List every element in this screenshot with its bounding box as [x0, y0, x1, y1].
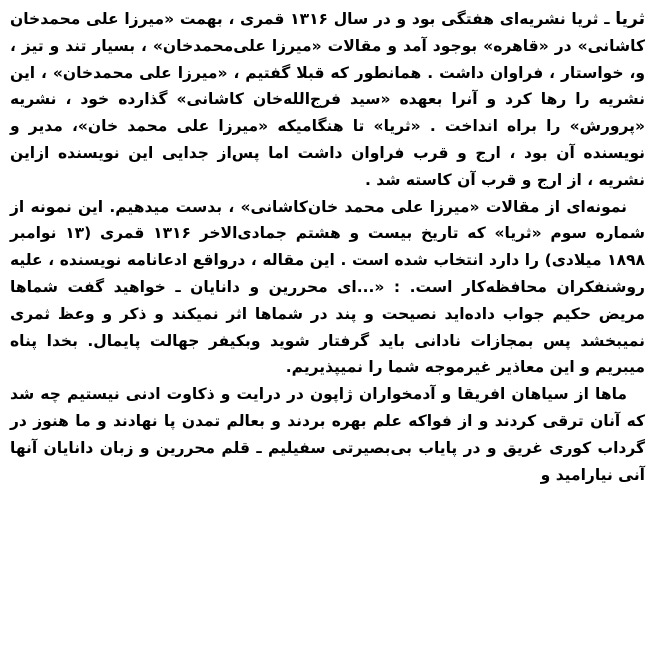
paragraph-text: ماها از سیاهان افریقا و آدمخواران ژاپون در درایت و ذکاوت ادنی نیستیم چه شد که آنان ترقی کردند و از فواکه علم بهره بردند و بعالم تمدن پا نهادند و ما هنوز در گرداب کوری غریق و در پایاب بی‌بصیرتی سفیلیم ـ قلم محررین و زبان دانایان آنها آنی نیارامید و: [10, 385, 645, 484]
paragraph-soraya-intro: [10, 6, 645, 194]
paragraph-text: نمونه‌ای از مقالات «میرزا علی محمد خان‌کاشانی» ، بدست میدهیم. این نمونه از شماره سوم «ثریا» که تاریخ بیست و هشتم جمادی‌الاخر ۱۳۱۶ قمری (۱۳ نوامبر ۱۸۹۸ میلادی) را دارد انتخاب شده است . این مقاله ، درواقع ادعانامه نویسنده ، علیه روشنفکران محافظه‌کار است. : «...ای محررین و دانایان ـ خواهید گفت شماها مریض حکیم جواب داده‌اید نصیحت و پند در شماها اثر نمیکند و ذکر و وعظ ثمری نمیبخشد پس بمجازات نادانی باید گرفتار شوید وبکیفر جهالت پایمال. بخدا پناه میبریم و این معاذیر غیرموجه شما را نمیپذیریم.: [10, 197, 645, 377]
paragraph-text: ـ ثریا نشریه‌ای هفتگی بود و در سال ۱۳۱۶ قمری ، بهمت «میرزا علی محمدخان کاشانی» در «قاهره» بوجود آمد و مقالات «میرزا علی‌محمدخان» ، بسیار تند و تیز ، و، خواستار ، فراوان داشت . همانطور که قبلا گفتیم ، «میرزا علی محمدخان» ، این نشریه را رها کرد و آنرا بعهده «سید فرج‌الله‌خان کاشانی» گذارده خود ، نشریه «پرورش» را براه انداخت . «ثریا» تا هنگامیکه «میرزا علی محمد خان»، مدیر و نویسنده آن بود ، ارج و قرب فراوان داشت اما پس‌از جدایی این نویسنده ازاین نشریه ، از ارج و قرب آن کاسته شد .: [10, 10, 645, 189]
paragraph-article-sample: [10, 194, 645, 382]
title-word: ثریا: [615, 9, 645, 29]
paragraph-article-quote: [10, 381, 645, 488]
